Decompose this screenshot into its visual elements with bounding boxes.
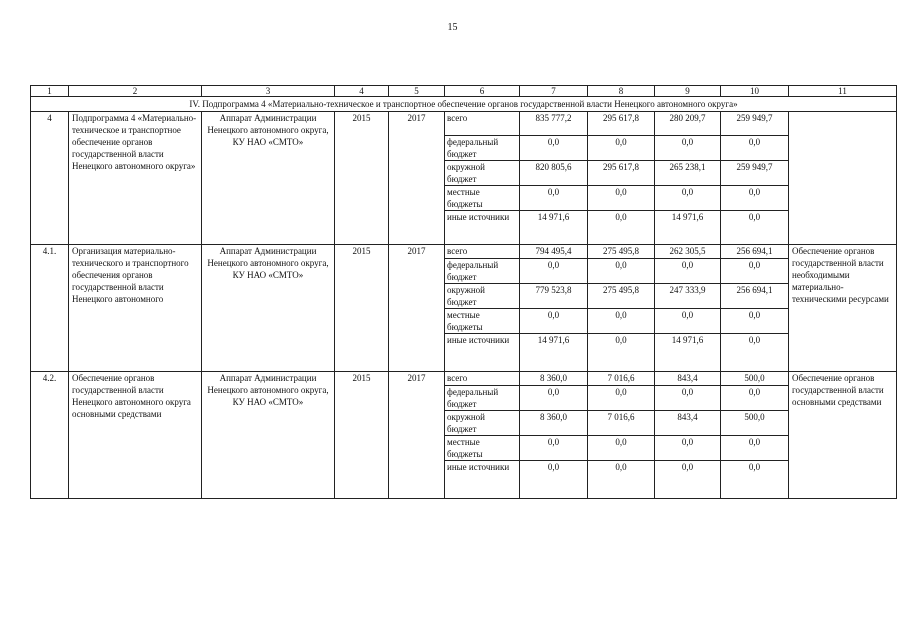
total-value: 794 495,4 [520, 245, 588, 259]
column-numbers-row [31, 86, 897, 97]
year-2016-value: 0,0 [655, 309, 721, 334]
year-2016-value: 14 971,6 [655, 211, 721, 245]
col-header: 11 [789, 86, 897, 97]
year-2015-value: 0,0 [588, 386, 655, 411]
end-year: 2017 [389, 372, 445, 499]
expected-result: Обеспечение органов государственной власти основными средствами [789, 372, 897, 499]
total-value: 820 805,6 [520, 161, 588, 186]
year-2017-value: 259 949,7 [721, 161, 789, 186]
row-number: 4.1. [31, 245, 69, 372]
year-2015-value: 295 617,8 [588, 161, 655, 186]
col-header: 3 [202, 86, 335, 97]
year-2015-value: 0,0 [588, 211, 655, 245]
funding-source: местные бюджеты [445, 309, 520, 334]
year-2017-value: 500,0 [721, 372, 789, 386]
expected-result [789, 112, 897, 245]
total-value: 14 971,6 [520, 334, 588, 372]
total-value: 0,0 [520, 309, 588, 334]
year-2016-value: 0,0 [655, 136, 721, 161]
year-2017-value: 0,0 [721, 211, 789, 245]
total-value: 0,0 [520, 136, 588, 161]
total-value: 14 971,6 [520, 211, 588, 245]
year-2016-value: 843,4 [655, 411, 721, 436]
total-value: 779 523,8 [520, 284, 588, 309]
total-value: 835 777,2 [520, 112, 588, 136]
end-year: 2017 [389, 112, 445, 245]
year-2017-value: 0,0 [721, 136, 789, 161]
col-header: 8 [588, 86, 655, 97]
col-header: 2 [69, 86, 202, 97]
start-year: 2015 [335, 112, 389, 245]
funding-source: окружной бюджет [445, 284, 520, 309]
year-2015-value: 0,0 [588, 461, 655, 499]
year-2016-value: 247 333,9 [655, 284, 721, 309]
total-value: 0,0 [520, 386, 588, 411]
year-2016-value: 14 971,6 [655, 334, 721, 372]
year-2015-value: 275 495,8 [588, 284, 655, 309]
total-value: 0,0 [520, 461, 588, 499]
year-2016-value: 0,0 [655, 186, 721, 211]
subprogram-title: IV. Подпрограмма 4 «Материально-техническое и транспортное обеспечение органов государственной власти Ненецкого автономного округа» [31, 97, 897, 112]
program-table [30, 85, 897, 499]
funding-source: окружной бюджет [445, 411, 520, 436]
year-2015-value: 0,0 [588, 309, 655, 334]
total-value: 0,0 [520, 186, 588, 211]
year-2015-value: 0,0 [588, 334, 655, 372]
funding-source: иные источники [445, 334, 520, 372]
funding-source: федеральный бюджет [445, 259, 520, 284]
col-header: 9 [655, 86, 721, 97]
funding-source: всего [445, 245, 520, 259]
year-2017-value: 0,0 [721, 461, 789, 499]
col-header: 6 [445, 86, 520, 97]
total-value: 0,0 [520, 436, 588, 461]
table-row [31, 372, 897, 386]
year-2016-value: 0,0 [655, 259, 721, 284]
measure-name: Организация материально-технического и транспортного обеспечения органов государственной власти Ненецкого автономного [69, 245, 202, 372]
col-header: 10 [721, 86, 789, 97]
year-2017-value: 259 949,7 [721, 112, 789, 136]
year-2016-value: 0,0 [655, 386, 721, 411]
year-2017-value: 0,0 [721, 186, 789, 211]
year-2017-value: 0,0 [721, 334, 789, 372]
year-2017-value: 0,0 [721, 386, 789, 411]
col-header: 7 [520, 86, 588, 97]
funding-source: федеральный бюджет [445, 386, 520, 411]
year-2015-value: 295 617,8 [588, 112, 655, 136]
funding-source: федеральный бюджет [445, 136, 520, 161]
measure-name: Обеспечение органов государственной власти Ненецкого автономного округа основными средствами [69, 372, 202, 499]
funding-source: иные источники [445, 211, 520, 245]
total-value: 8 360,0 [520, 411, 588, 436]
page-number: 15 [447, 22, 458, 33]
year-2016-value: 0,0 [655, 436, 721, 461]
year-2017-value: 0,0 [721, 309, 789, 334]
col-header: 1 [31, 86, 69, 97]
year-2016-value: 262 305,5 [655, 245, 721, 259]
table-body [31, 86, 897, 499]
end-year: 2017 [389, 245, 445, 372]
year-2015-value: 0,0 [588, 259, 655, 284]
year-2015-value: 0,0 [588, 136, 655, 161]
row-number: 4.2. [31, 372, 69, 499]
year-2016-value: 280 209,7 [655, 112, 721, 136]
measure-name: Подпрограмма 4 «Материально-техническое и транспортное обеспечение органов государственной власти Ненецкого автономного округа» [69, 112, 202, 245]
year-2015-value: 275 495,8 [588, 245, 655, 259]
year-2016-value: 843,4 [655, 372, 721, 386]
col-header: 4 [335, 86, 389, 97]
executor: Аппарат Администрации Ненецкого автономного округа, КУ НАО «СМТО» [202, 372, 335, 499]
year-2016-value: 0,0 [655, 461, 721, 499]
table-row [31, 112, 897, 136]
year-2015-value: 7 016,6 [588, 411, 655, 436]
funding-source: всего [445, 372, 520, 386]
start-year: 2015 [335, 372, 389, 499]
total-value: 8 360,0 [520, 372, 588, 386]
subprogram-title-row [31, 97, 897, 112]
funding-source: местные бюджеты [445, 186, 520, 211]
table-row [31, 245, 897, 259]
col-header: 5 [389, 86, 445, 97]
funding-source: иные источники [445, 461, 520, 499]
executor: Аппарат Администрации Ненецкого автономного округа, КУ НАО «СМТО» [202, 112, 335, 245]
year-2017-value: 256 694,1 [721, 284, 789, 309]
start-year: 2015 [335, 245, 389, 372]
funding-source: окружной бюджет [445, 161, 520, 186]
row-number: 4 [31, 112, 69, 245]
expected-result: Обеспечение органов государственной власти необходимыми материально-техническими ресурсами [789, 245, 897, 372]
year-2016-value: 265 238,1 [655, 161, 721, 186]
year-2015-value: 0,0 [588, 436, 655, 461]
year-2017-value: 0,0 [721, 259, 789, 284]
funding-source: местные бюджеты [445, 436, 520, 461]
year-2015-value: 7 016,6 [588, 372, 655, 386]
year-2017-value: 0,0 [721, 436, 789, 461]
year-2015-value: 0,0 [588, 186, 655, 211]
year-2017-value: 256 694,1 [721, 245, 789, 259]
funding-source: всего [445, 112, 520, 136]
executor: Аппарат Администрации Ненецкого автономного округа, КУ НАО «СМТО» [202, 245, 335, 372]
total-value: 0,0 [520, 259, 588, 284]
year-2017-value: 500,0 [721, 411, 789, 436]
